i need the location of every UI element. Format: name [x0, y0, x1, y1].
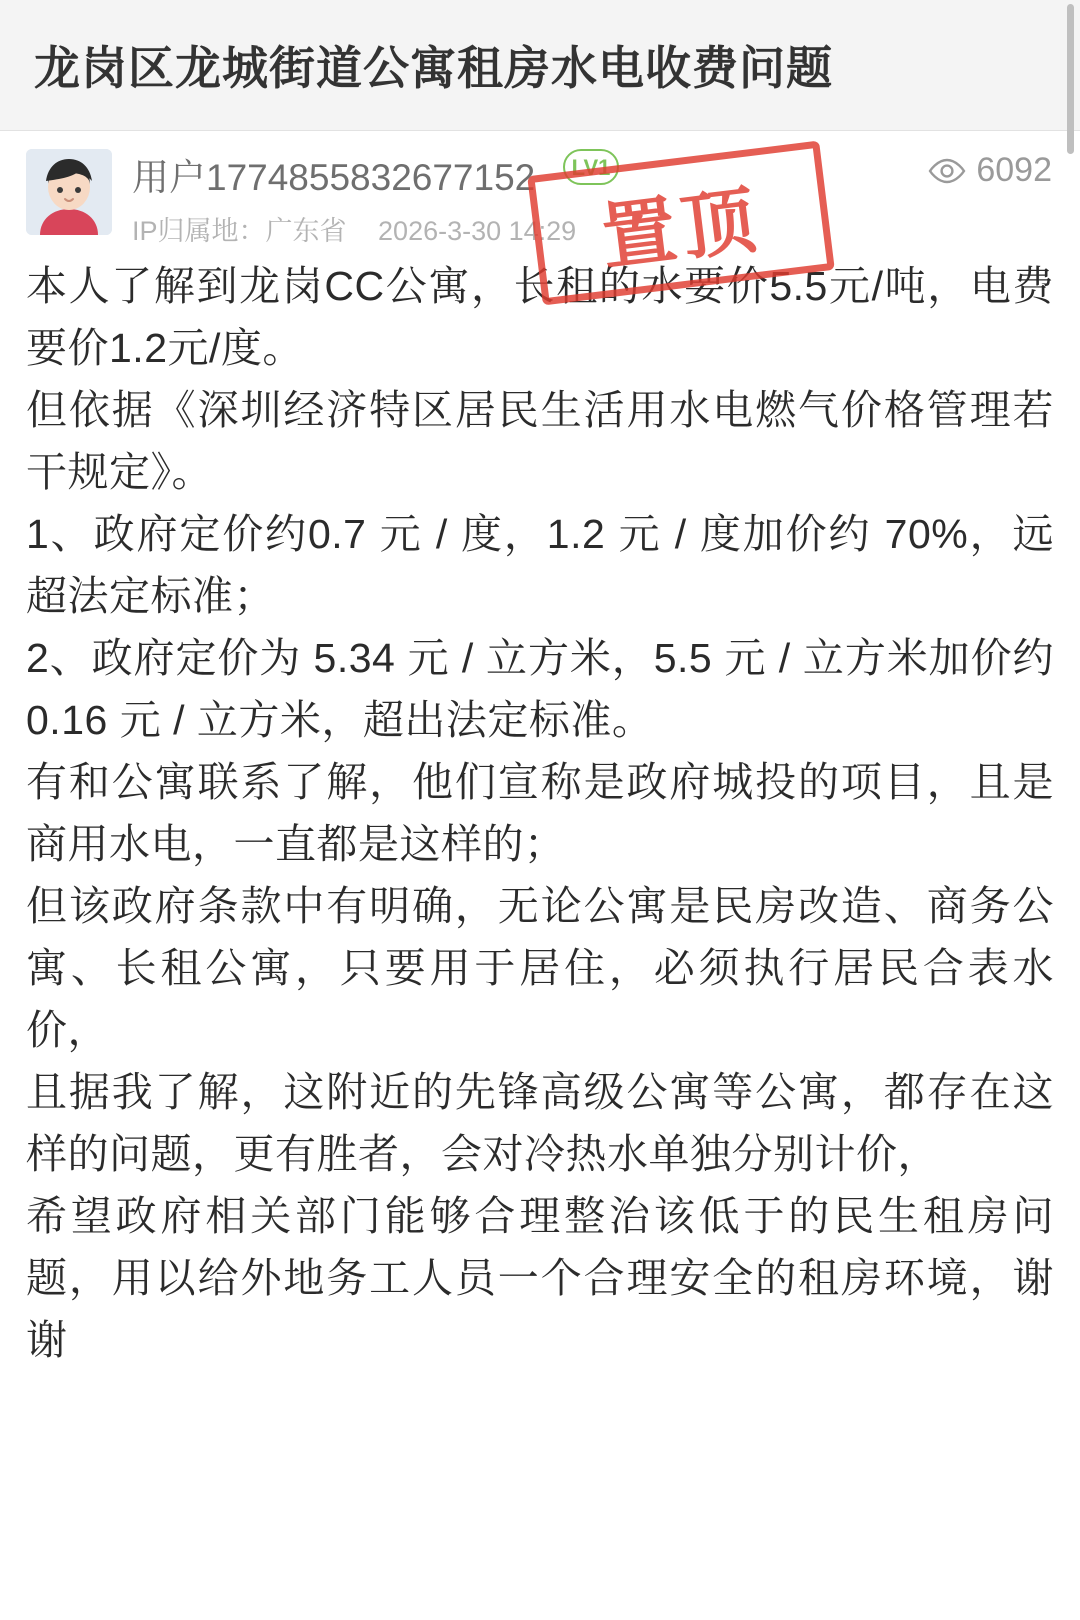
- post-paragraph: 但该政府条款中有明确，无论公寓是民房改造、商务公寓、长租公寓，只要用于居住，必须执行居民合表水价，: [26, 883, 1054, 1053]
- post-paragraph: 且据我了解，这附近的先锋高级公寓等公寓，都存在这样的问题，更有胜者，会对冷热水单独分别计价，: [26, 1069, 1054, 1177]
- post-paragraph: 但依据《深圳经济特区居民生活用水电燃气价格管理若干规定》。: [26, 387, 1054, 495]
- page-header: [0, 0, 1080, 131]
- eye-icon: [928, 158, 966, 184]
- pinned-stamp-label: 置顶: [597, 179, 767, 281]
- meta-subline: [132, 209, 576, 248]
- view-count-group: [928, 151, 1052, 190]
- post-meta: [0, 131, 1080, 249]
- post-paragraph: 有和公寓联系了解，他们宣称是政府城投的项目，且是商用水电，一直都是这样的；: [26, 759, 1054, 867]
- avatar-illustration: [26, 149, 112, 235]
- post-meta-text: [132, 147, 576, 248]
- post-timestamp: 2026-3-30 14:29: [378, 216, 577, 246]
- view-count: 6092: [976, 151, 1052, 189]
- post-paragraph: 希望政府相关部门能够合理整治该低于的民生租房问题，用以给外地务工人员一个合理安全的租房环境，谢谢: [26, 1193, 1054, 1363]
- avatar[interactable]: [26, 149, 112, 235]
- username[interactable]: 用户1774855832677152: [132, 157, 536, 198]
- page-title: 龙岗区龙城街道公寓租房水电收费问题: [34, 42, 833, 94]
- post-paragraph: 本人了解到龙岗CC公寓，长租的水要价5.5元/吨，电费要价1.2元/度。: [26, 263, 1054, 371]
- level-badge: LV1: [563, 149, 619, 185]
- post-content: [0, 249, 1080, 1371]
- post-paragraph: 1、政府定价约0.7 元 / 度，1.2 元 / 度加价约 70%，远超法定标准；: [26, 511, 1054, 619]
- post-paragraph: 2、政府定价为 5.34 元 / 立方米，5.5 元 / 立方米加价约 0.16 元 / 立方米，超出法定标准。: [26, 635, 1054, 743]
- ip-location: IP归属地：广东省: [132, 216, 347, 246]
